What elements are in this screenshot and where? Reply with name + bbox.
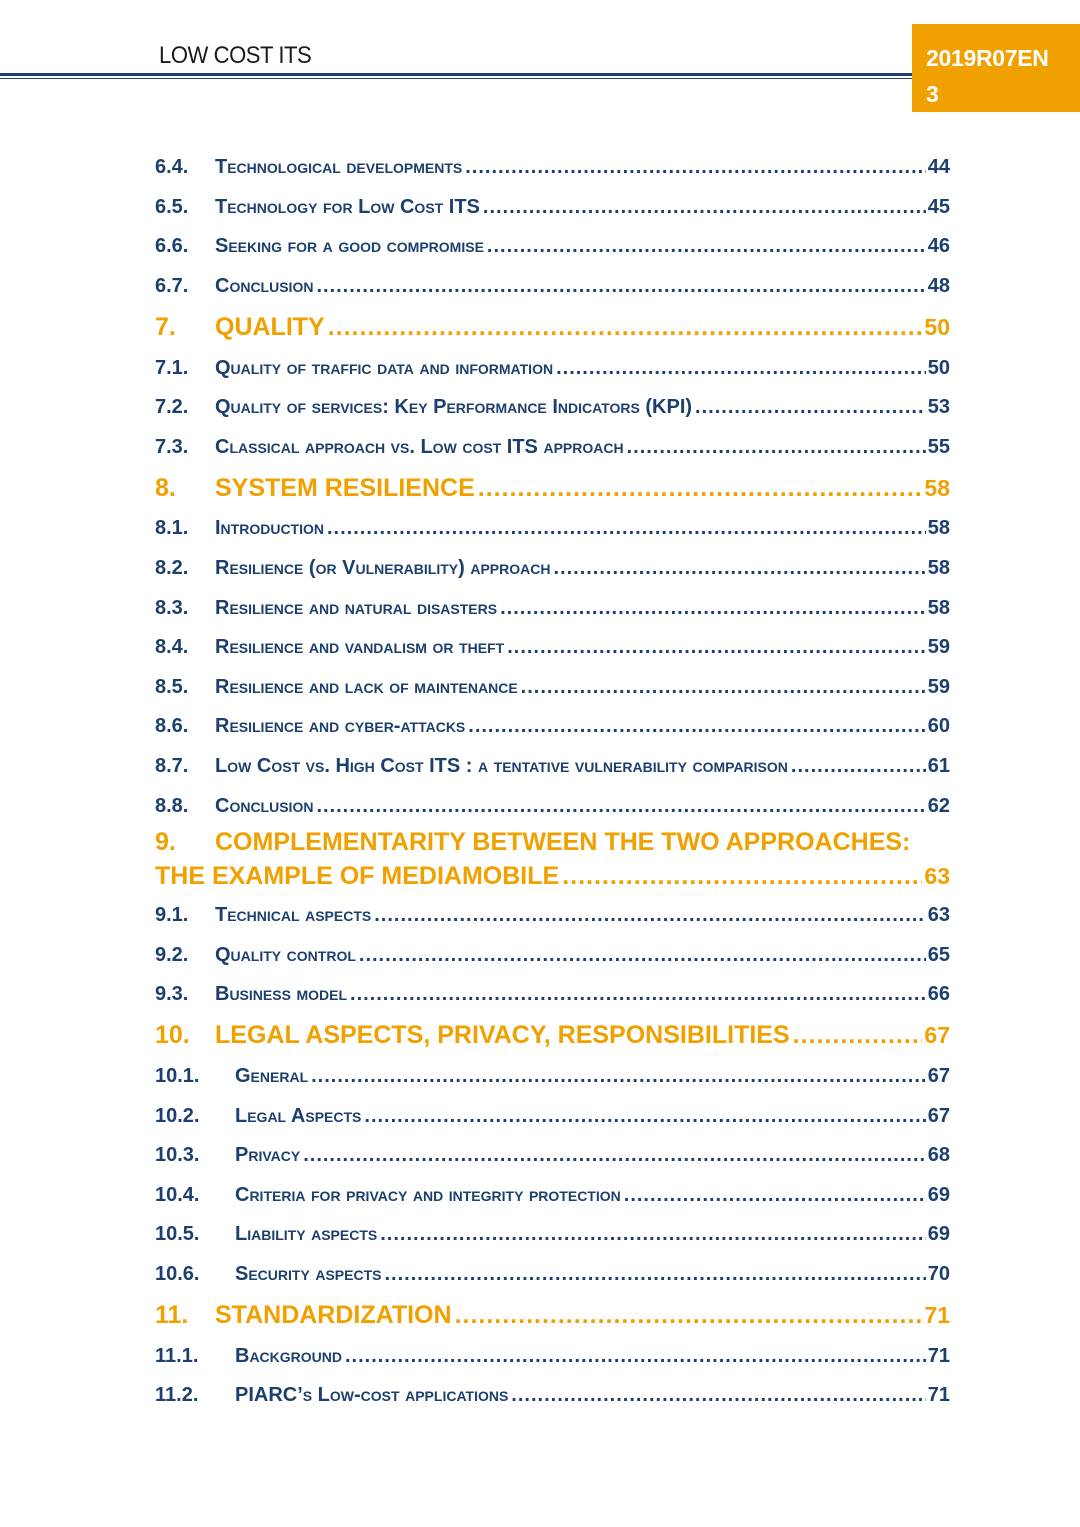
toc-page: 63 (924, 862, 950, 889)
toc-entry-8-6[interactable] (155, 707, 950, 747)
toc-number: 8.6. (155, 715, 189, 738)
toc-title: Low Cost vs. High Cost ITS : a tentative vulnerability comparison (215, 755, 788, 778)
toc-page: 69 (927, 1223, 950, 1246)
toc-number: 6.7. (155, 275, 189, 298)
toc-number: 8.3. (155, 596, 189, 619)
toc-number: 7.1. (155, 356, 189, 379)
dot-leader (791, 755, 926, 778)
toc-number: 6.6. (155, 235, 189, 258)
toc-chapter-7[interactable] (155, 306, 950, 348)
toc-number: 8.7. (155, 755, 189, 778)
toc-number: 11.2. (155, 1384, 199, 1407)
toc-number: 10.3. (155, 1144, 200, 1167)
toc-page: 66 (927, 983, 950, 1006)
dot-leader (465, 156, 926, 179)
toc-page: 65 (927, 943, 950, 966)
dot-leader (793, 1021, 923, 1050)
toc-entry-11-1[interactable] (155, 1336, 950, 1376)
toc-title: Quality of services: Key Performance Indicators (KPI) (215, 396, 693, 419)
toc-entry-8-1[interactable] (155, 509, 950, 549)
toc-page: 55 (927, 435, 950, 458)
toc-page: 60 (927, 715, 950, 738)
toc-title: Legal Aspects (235, 1104, 362, 1127)
toc-title: Resilience and natural disasters (215, 596, 498, 619)
toc-number: 8.1. (155, 517, 189, 540)
toc-entry-7-1[interactable] (155, 348, 950, 388)
toc-entry-8-5[interactable] (155, 668, 950, 708)
toc-number: 7.3. (155, 435, 189, 458)
dot-leader (562, 862, 922, 891)
dot-leader (384, 1263, 925, 1286)
document-title: LOW COST ITS (159, 42, 312, 69)
toc-page: 50 (927, 356, 950, 379)
dot-leader (328, 313, 923, 342)
toc-number: 8.2. (155, 557, 189, 580)
dot-leader (374, 904, 926, 927)
toc-title: Introduction (215, 517, 324, 540)
toc-page: 67 (924, 1022, 950, 1049)
toc-number: 11. (155, 1300, 189, 1329)
toc-title: Resilience and vandalism or theft (215, 636, 505, 659)
toc-page: 59 (927, 636, 950, 659)
toc-page: 61 (927, 755, 950, 778)
toc-page: 46 (927, 235, 950, 258)
toc-title: Resilience (or Vulnerability) approach (215, 557, 551, 580)
toc-number: 10.5. (155, 1223, 200, 1246)
dot-leader (359, 944, 926, 967)
toc-page: 50 (924, 313, 950, 340)
dot-leader (350, 983, 926, 1006)
dot-leader (487, 235, 926, 258)
toc-title: Privacy (235, 1144, 301, 1167)
toc-page: 44 (927, 156, 950, 179)
toc-number: 9.3. (155, 983, 189, 1006)
toc-title: Criteria for privacy and integrity protection (235, 1183, 621, 1206)
toc-entry-6-7[interactable] (155, 267, 950, 307)
dot-leader (380, 1223, 926, 1246)
toc-title-line2: THE EXAMPLE OF MEDIAMOBILE (155, 861, 560, 890)
dot-leader (327, 517, 926, 540)
toc-page: 67 (927, 1064, 950, 1087)
toc-page: 58 (927, 596, 950, 619)
toc-entry-9-1[interactable] (155, 896, 950, 936)
toc-page: 69 (927, 1183, 950, 1206)
toc-page: 67 (927, 1104, 950, 1127)
dot-leader (468, 715, 925, 738)
toc-title: Background (235, 1344, 342, 1367)
toc-entry-6-4[interactable] (155, 148, 950, 188)
table-of-contents (155, 148, 950, 1415)
header-rule (0, 73, 912, 76)
toc-title: Technical aspects (215, 904, 372, 927)
toc-page: 68 (927, 1144, 950, 1167)
dot-leader (507, 636, 926, 659)
dot-leader (316, 275, 925, 298)
header-badge (912, 24, 1080, 112)
toc-title: Quality of traffic data and information (215, 356, 554, 379)
toc-number: 10. (155, 1021, 190, 1050)
document-code: 2019R07EN (926, 45, 1049, 71)
toc-number: 8. (155, 473, 176, 502)
dot-leader (695, 396, 926, 419)
toc-title: Conclusion (215, 275, 314, 298)
dot-leader (521, 676, 926, 699)
toc-entry-8-2[interactable] (155, 549, 950, 589)
dot-leader (624, 1184, 926, 1207)
dot-leader (500, 597, 926, 620)
toc-chapter-10[interactable] (155, 1015, 950, 1057)
toc-title: Quality control (215, 943, 356, 966)
toc-entry-8-7[interactable] (155, 747, 950, 787)
toc-entry-7-3[interactable] (155, 428, 950, 468)
toc-title: Resilience and lack of maintenance (215, 675, 518, 698)
toc-number: 10.6. (155, 1262, 200, 1285)
toc-entry-6-6[interactable] (155, 227, 950, 267)
toc-page: 62 (927, 794, 950, 817)
dot-leader (303, 1144, 926, 1167)
dot-leader (627, 436, 926, 459)
toc-page: 71 (927, 1344, 950, 1367)
toc-number: 11.1. (155, 1344, 199, 1367)
toc-page: 71 (927, 1384, 950, 1407)
toc-entry-10-6[interactable] (155, 1255, 950, 1295)
toc-title: Liability aspects (235, 1223, 378, 1246)
toc-entry-11-2[interactable] (155, 1376, 950, 1416)
toc-page: 58 (927, 517, 950, 540)
toc-page: 53 (927, 396, 950, 419)
dot-leader (455, 1301, 923, 1330)
toc-number: 6.4. (155, 156, 189, 179)
dot-leader (478, 474, 923, 503)
toc-title: Classical approach vs. Low cost ITS approach (215, 435, 624, 458)
toc-title: General (235, 1064, 309, 1087)
dot-leader (553, 557, 925, 580)
toc-page: 59 (927, 675, 950, 698)
toc-chapter-11[interactable] (155, 1294, 950, 1336)
header-rule-thin (0, 78, 912, 79)
dot-leader (316, 795, 925, 818)
dot-leader (311, 1065, 926, 1088)
toc-title: Security aspects (235, 1262, 382, 1285)
toc-title: LEGAL ASPECTS, PRIVACY, RESPONSIBILITIES (215, 1021, 790, 1050)
toc-entry-10-2[interactable] (155, 1096, 950, 1136)
toc-entry-7-2[interactable] (155, 388, 950, 428)
dot-leader (556, 357, 926, 380)
toc-title: PIARC’s Low-cost applications (235, 1384, 509, 1407)
toc-number: 10.1. (155, 1064, 200, 1087)
toc-chapter-9[interactable] (155, 826, 950, 896)
toc-entry-9-3[interactable] (155, 975, 950, 1015)
toc-page: 71 (924, 1301, 950, 1328)
toc-number: 8.8. (155, 794, 189, 817)
toc-title: Conclusion (215, 794, 314, 817)
dot-leader (345, 1345, 926, 1368)
toc-number: 10.2. (155, 1104, 200, 1127)
dot-leader (483, 196, 926, 219)
toc-title-line1: COMPLEMENTARITY BETWEEN THE TWO APPROACHES: (215, 827, 911, 856)
toc-title: SYSTEM RESILIENCE (215, 473, 475, 502)
toc-title: Seeking for a good compromise (215, 235, 484, 258)
toc-entry-8-3[interactable] (155, 588, 950, 628)
toc-entry-10-5[interactable] (155, 1215, 950, 1255)
toc-number: 9.2. (155, 943, 189, 966)
toc-page: 70 (927, 1262, 950, 1285)
toc-number: 7. (155, 312, 176, 341)
toc-entry-10-3[interactable] (155, 1136, 950, 1176)
toc-number: 9. (155, 827, 176, 856)
dot-leader (364, 1105, 925, 1128)
toc-number: 10.4. (155, 1183, 200, 1206)
toc-entry-8-8[interactable] (155, 786, 950, 826)
toc-page: 58 (924, 474, 950, 501)
toc-page: 63 (927, 904, 950, 927)
toc-number: 8.4. (155, 636, 189, 659)
toc-page: 45 (927, 195, 950, 218)
toc-title: Business model (215, 983, 348, 1006)
toc-number: 8.5. (155, 675, 189, 698)
toc-number: 9.1. (155, 904, 189, 927)
toc-entry-6-5[interactable] (155, 188, 950, 228)
toc-title: Technology for Low Cost ITS (215, 195, 480, 218)
toc-entry-10-1[interactable] (155, 1057, 950, 1097)
toc-page: 58 (927, 557, 950, 580)
toc-entry-8-4[interactable] (155, 628, 950, 668)
toc-title: STANDARDIZATION (215, 1300, 452, 1329)
page-number: 3 (926, 81, 939, 107)
toc-title: Resilience and cyber-attacks (215, 715, 466, 738)
dot-leader (511, 1384, 925, 1407)
toc-number: 7.2. (155, 396, 189, 419)
toc-number: 6.5. (155, 195, 189, 218)
toc-chapter-8[interactable] (155, 467, 950, 509)
toc-entry-10-4[interactable] (155, 1175, 950, 1215)
toc-page: 48 (927, 275, 950, 298)
toc-title: QUALITY (215, 312, 325, 341)
toc-title: Technological developments (215, 156, 463, 179)
toc-entry-9-2[interactable] (155, 936, 950, 976)
